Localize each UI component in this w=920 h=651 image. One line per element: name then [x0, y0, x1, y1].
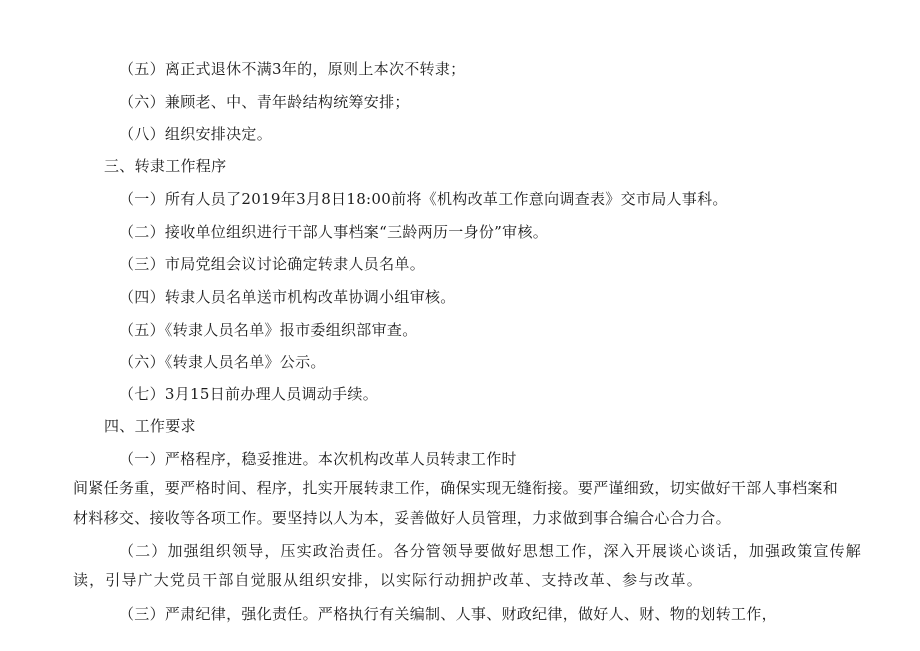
rule-item-8: （八）组织安排决定。: [119, 125, 273, 143]
procedure-step-4: （四）转隶人员名单送市机构改革协调小组审核。: [119, 288, 456, 306]
requirement-1-line-2: 间紧任务重，要严格时间、程序，扎实开展转隶工作，确保实现无缝衔接。要严谨细致，切实做好干部人事档案和: [73, 479, 839, 497]
requirement-1-line-1: （一）严格程序，稳妥推进。本次机构改革人员转隶工作时: [119, 450, 517, 468]
procedure-step-6: （六）《转隶人员名单》公示。: [119, 353, 326, 371]
section-heading-procedure: 三、转隶工作程序: [104, 157, 227, 175]
procedure-step-1: （一）所有人员了2019年3月8日18:00前将《机构改革工作意向调查表》交市局人事科。: [119, 190, 728, 208]
requirement-2-line-1: （二）加强组织领导，压实政治责任。各分管领导要做好思想工作，深入开展谈心谈话，加强政策宣传解: [119, 542, 862, 560]
procedure-step-3: （三）市局党组会议讨论确定转隶人员名单。: [119, 255, 426, 273]
procedure-step-2: （二）接收单位组织进行干部人事档案“三龄两历一身份”审核。: [119, 223, 549, 241]
section-heading-requirements: 四、工作要求: [104, 417, 196, 435]
procedure-step-7: （七）3月15日前办理人员调动手续。: [119, 385, 379, 403]
requirement-1-line-3: 材料移交、接收等各项工作。要坚持以人为本，妥善做好人员管理，力求做到事合编合心合力合。: [73, 509, 731, 527]
rule-item-6: （六）兼顾老、中、青年龄结构统筹安排；: [119, 93, 410, 111]
requirement-2-line-2: 读，引导广大党员干部自觉服从组织安排，以实际行动拥护改革、支持改革、参与改革。: [73, 571, 703, 589]
procedure-step-5: （五）《转隶人员名单》报市委组织部审查。: [119, 321, 418, 339]
rule-item-5: （五）离正式退休不满3年的，原则上本次不转隶；: [119, 60, 466, 78]
requirement-3-line-1: （三）严肃纪律，强化责任。严格执行有关编制、人事、财政纪律，做好人、财、物的划转工作，: [119, 605, 777, 623]
